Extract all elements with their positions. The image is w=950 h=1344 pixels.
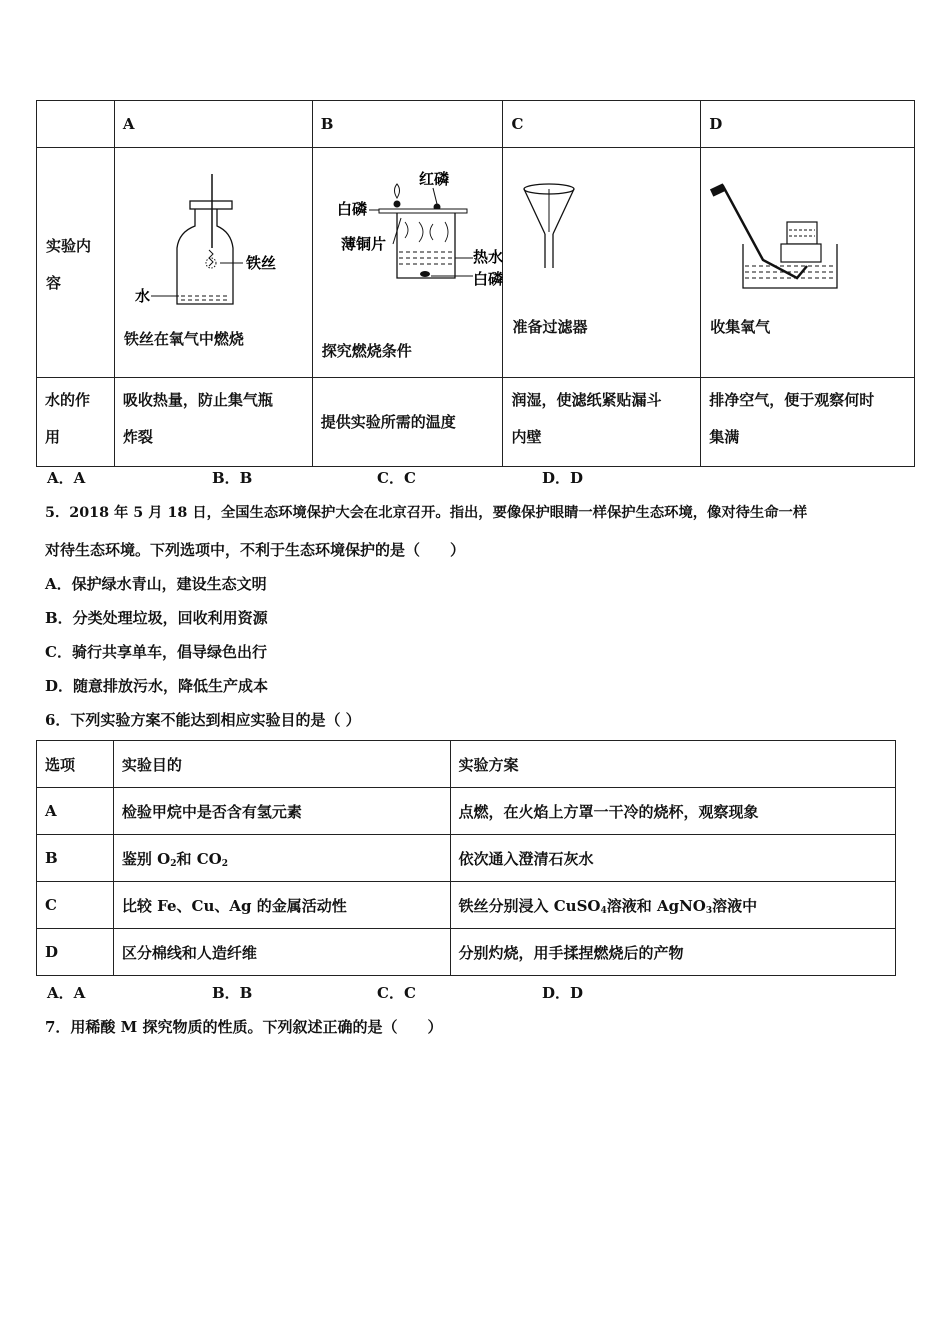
q6-header-goal: 实验目的: [113, 741, 450, 788]
q5-option-d: D．随意排放污水，降低生产成本: [45, 677, 269, 695]
q6-row-plan: [450, 882, 895, 929]
q6-row-option: C: [37, 882, 114, 929]
caption-a: 铁丝在氧气中燃烧: [123, 330, 244, 348]
q4-header-c: C: [503, 101, 701, 148]
goal-text: 鉴别 O: [121, 849, 171, 868]
subscript: 2: [170, 858, 177, 869]
q6-row-option: A: [37, 788, 114, 835]
goal-text: 和 CO: [176, 849, 222, 868]
q4-header-a: A: [114, 101, 312, 148]
water-role-b: [312, 378, 503, 467]
q6-row-goal: 比较 Fe、Cu、Ag 的金属活动性: [113, 882, 450, 929]
q4-option-d: D．D: [542, 469, 584, 487]
plan-text: 溶液中: [712, 896, 758, 915]
q6-option-b: B．B: [212, 984, 253, 1002]
q6-row-goal: 检验甲烷中是否含有氢元素: [113, 788, 450, 835]
row-label-line: 水的作: [45, 391, 91, 409]
white-phosphorus-bottom-label: 白磷: [472, 270, 503, 288]
hot-water-label: 热水: [472, 248, 503, 266]
gas-collection-diagram: [701, 148, 915, 377]
table-row: [37, 882, 896, 929]
q5-option-a: A．保护绿水青山，建设生态文明: [45, 575, 267, 593]
q6-option-c: C．C: [377, 984, 416, 1002]
water-role-line: 排净空气，便于观察何时: [709, 391, 875, 409]
water-role-line: 吸收热量，防止集气瓶: [122, 391, 273, 409]
water-label: 水: [134, 287, 150, 305]
water-role-d: [701, 378, 915, 467]
q6-header-plan: 实验方案: [450, 741, 895, 788]
q6-table: [36, 740, 896, 976]
red-phosphorus-label: 红磷: [418, 170, 449, 188]
q4-row-label-water: [37, 378, 115, 467]
q4-figure-b: [312, 148, 503, 378]
q4-option-c: C．C: [377, 469, 416, 487]
copper-sheet-label: 薄铜片: [340, 235, 386, 253]
q5-option-b: B．分类处理垃圾，回收利用资源: [45, 609, 268, 627]
subscript: 2: [221, 858, 228, 869]
q6-stem: 6．下列实验方案不能达到相应实验目的是（ ）: [45, 711, 361, 729]
q4-option-a: A．A: [47, 469, 86, 487]
subscript: 4: [600, 905, 607, 916]
water-role-line: 润湿，使滤纸紧贴漏斗: [511, 391, 662, 409]
q5-stem-line1: 5．2018 年 5 月 18 日，全国生态环境保护大会在北京召开。指出，要像保护眼睛一样保护生态环境，像对待生命一样: [45, 505, 808, 521]
q6-header-option: 选项: [37, 741, 114, 788]
white-phosphorus-top-label: 白磷: [336, 200, 367, 218]
caption-b: 探究燃烧条件: [321, 342, 412, 360]
water-role-c: [503, 378, 701, 467]
table-row: [37, 929, 896, 976]
water-role-line: 炸裂: [122, 428, 153, 446]
q4-header-b: B: [312, 101, 503, 148]
iron-wire-label: 铁丝: [245, 254, 276, 272]
row-label-line: 容: [46, 274, 62, 292]
q6-row-option: D: [37, 929, 114, 976]
table-row: [37, 835, 896, 882]
q4-header-empty: [37, 101, 115, 148]
q5-option-c: C．骑行共享单车，倡导绿色出行: [45, 643, 267, 661]
funnel-filter-diagram: [503, 148, 701, 377]
caption-d: 收集氧气: [710, 318, 771, 336]
q5-stem-line2: 对待生态环境。下列选项中，不利于生态环境保护的是（ ）: [45, 541, 466, 559]
q4-figure-a: [114, 148, 312, 378]
plan-text: 铁丝分别浸入 CuSO: [458, 896, 601, 915]
q4-table: [36, 100, 915, 467]
q6-option-a: A．A: [47, 984, 86, 1002]
row-label-line: 用: [45, 428, 61, 446]
water-role-a: [114, 378, 312, 467]
q7-stem: 7．用稀酸 M 探究物质的性质。下列叙述正确的是（ ）: [45, 1018, 443, 1036]
q4-header-d: D: [701, 101, 915, 148]
water-role-line: 集满: [709, 428, 740, 446]
q6-row-option: B: [37, 835, 114, 882]
q6-row-plan: 依次通入澄清石灰水: [450, 835, 895, 882]
q4-row-label-content: [37, 148, 115, 378]
plan-text: 溶液和 AgNO: [606, 896, 706, 915]
table-row: [37, 788, 896, 835]
q6-row-plan: 点燃，在火焰上方罩一干冷的烧杯，观察现象: [450, 788, 895, 835]
q4-option-b: B．B: [212, 469, 253, 487]
q4-figure-c: [503, 148, 701, 378]
q6-option-d: D．D: [542, 984, 584, 1002]
water-role-line: 提供实验所需的温度: [320, 412, 456, 431]
q6-row-goal: [113, 835, 450, 882]
q6-row-plan: 分别灼烧，用手揉捏燃烧后的产物: [450, 929, 895, 976]
subscript: 3: [705, 905, 713, 916]
water-role-line: 内壁: [511, 428, 542, 446]
q4-figure-d: [701, 148, 915, 378]
caption-c: 准备过滤器: [512, 318, 588, 336]
row-label-line: 实验内: [46, 237, 92, 255]
q6-row-goal: 区分棉线和人造纤维: [113, 929, 450, 976]
